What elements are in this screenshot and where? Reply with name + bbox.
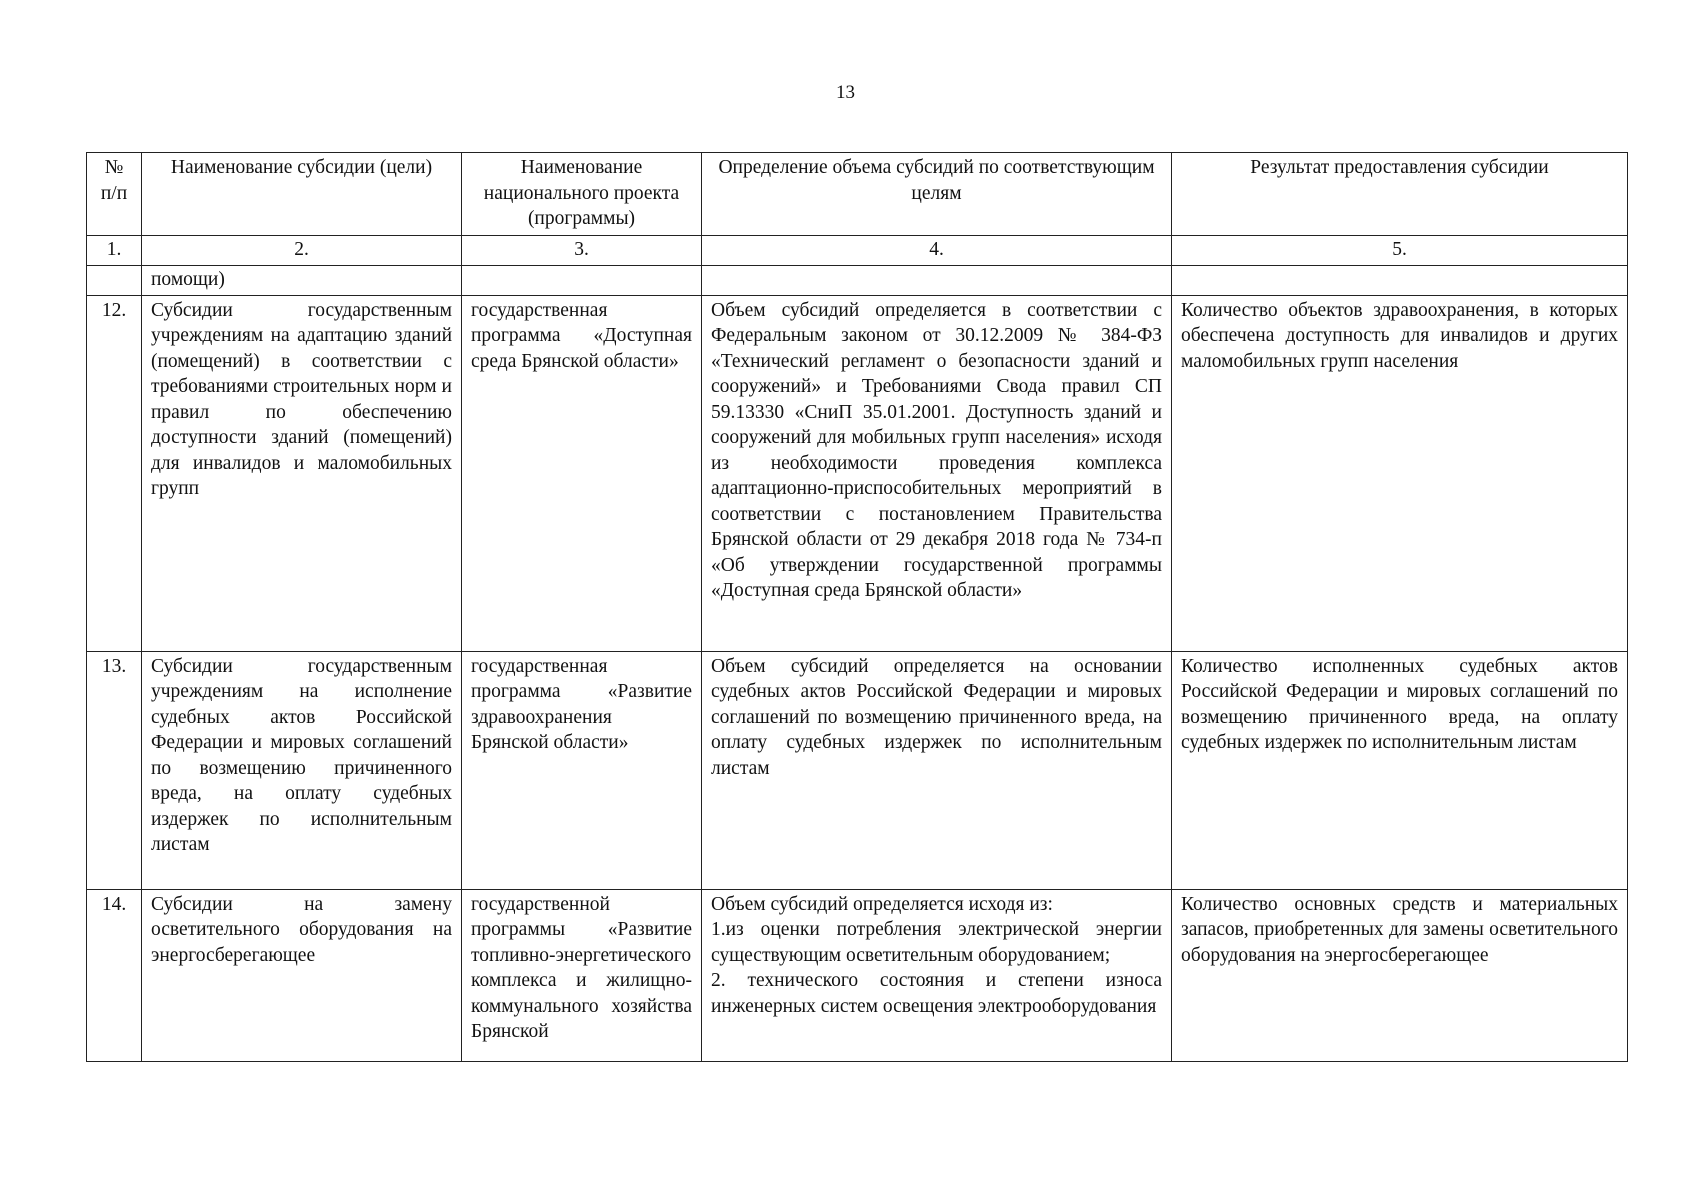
national-project: государственная программа «Доступная среда Брянской области» — [462, 295, 702, 651]
definition-line: Объем субсидий определяется исходя из: — [711, 893, 1053, 915]
subsidy-name: Субсидии государственным учреждениям на исполнение судебных актов Российской Федерации и мировых соглашений по возмещению причиненного вреда, на оплату судебных издержек по исполнительным листам — [142, 651, 462, 889]
header-subsidy-name: Наименование субсидии (цели) — [142, 153, 462, 236]
volume-definition: Объем субсидий определяется в соответствии с Федеральным законом от 30.12.2009 № 384-ФЗ «Технический регламент о безопасности зданий и сооружений» и Требованиями Свода правил СП 59.13330 «СниП 35.01.2001. Доступность зданий и сооружений для мобильных групп населения» исходя из необходимости проведения комплекса адаптационно-приспособительных мероприятий в соответствии с постановлением Правительства Брянской области от 29 декабря 2018 года № 734-п «Об утверждении государственной программы «Доступная среда Брянской области» — [702, 295, 1172, 651]
subsidy-table — [86, 152, 1628, 1062]
continuation-cell — [87, 265, 142, 295]
continuation-row — [87, 265, 1628, 295]
row-number: 12. — [87, 295, 142, 651]
row-number: 13. — [87, 651, 142, 889]
volume-definition — [702, 889, 1172, 1061]
column-number-row — [87, 235, 1628, 265]
subsidy-result: Количество основных средств и материальных запасов, приобретенных для замены осветительного оборудования на энергосберегающее — [1172, 889, 1628, 1061]
row-number: 14. — [87, 889, 142, 1061]
volume-definition: Объем субсидий определяется на основании судебных актов Российской Федерации и мировых соглашений по возмещению причиненного вреда, на оплату судебных издержек по исполнительным листам — [702, 651, 1172, 889]
national-project: государственной программы «Развитие топливно-энергетического комплекса и жилищно-коммунального хозяйства Брянской — [462, 889, 702, 1061]
page-number: 13 — [836, 82, 855, 103]
continuation-cell — [702, 265, 1172, 295]
subsidy-name: Субсидии государственным учреждениям на адаптацию зданий (помещений) в соответствии с требованиями строительных норм и правил по обеспечению доступности зданий (помещений) для инвалидов и маломобильных групп — [142, 295, 462, 651]
table-row — [87, 889, 1628, 1061]
subsidy-name: Субсидии на замену осветительного оборудования на энергосберегающее — [142, 889, 462, 1061]
header-number: № п/п — [87, 153, 142, 236]
continuation-cell: помощи) — [142, 265, 462, 295]
column-number: 3. — [462, 235, 702, 265]
column-number: 1. — [87, 235, 142, 265]
column-number: 4. — [702, 235, 1172, 265]
subsidy-result: Количество объектов здравоохранения, в которых обеспечена доступность для инвалидов и других маломобильных групп населения — [1172, 295, 1628, 651]
header-volume-definition: Определение объема субсидий по соответствующим целям — [702, 153, 1172, 236]
continuation-cell — [462, 265, 702, 295]
header-result: Результат предоставления субсидии — [1172, 153, 1628, 236]
definition-line: 2. технического состояния и степени износа инженерных систем освещения электрооборудования — [711, 970, 1162, 1017]
subsidy-result: Количество исполненных судебных актов Российской Федерации и мировых соглашений по возмещению причиненного вреда, на оплату судебных издержек по исполнительным листам — [1172, 651, 1628, 889]
continuation-cell — [1172, 265, 1628, 295]
column-number: 2. — [142, 235, 462, 265]
definition-line: 1.из оценки потребления электрической энергии существующим осветительным оборудованием; — [711, 919, 1162, 966]
column-number: 5. — [1172, 235, 1628, 265]
table-row — [87, 651, 1628, 889]
table-row — [87, 295, 1628, 651]
header-national-project: Наименование национального проекта (программы) — [462, 153, 702, 236]
national-project: государственная программа «Развитие здравоохранения Брянской области» — [462, 651, 702, 889]
header-row — [87, 153, 1628, 236]
